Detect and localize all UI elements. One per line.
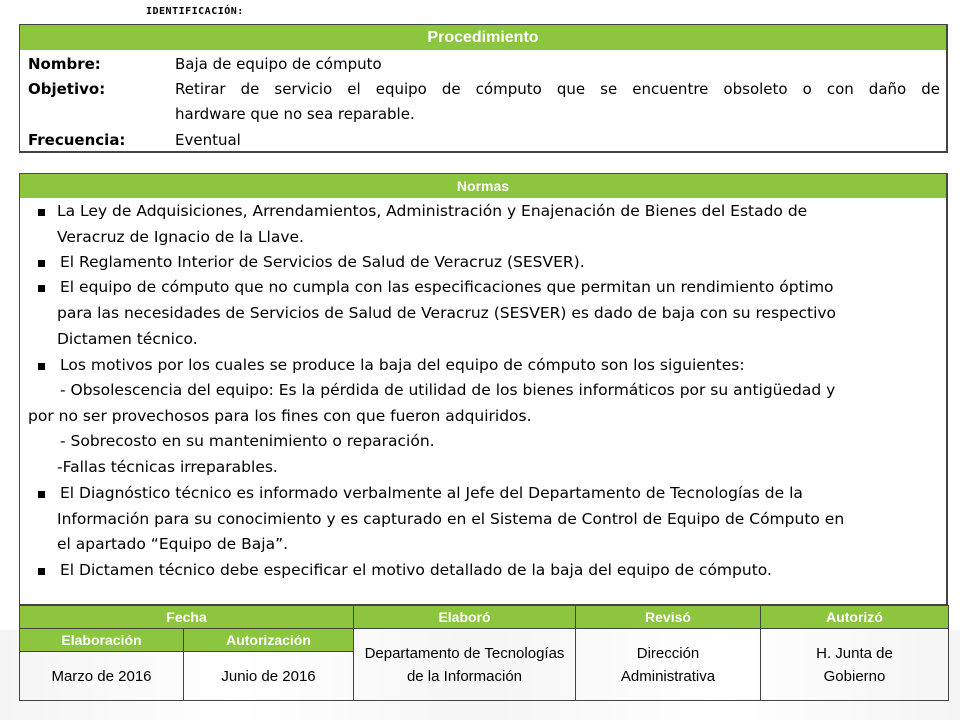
autorizacion-header: Autorización [184, 629, 354, 652]
bullet-icon [38, 209, 45, 216]
autorizo-value: H. Junta de Gobierno [761, 629, 949, 701]
nombre-label: Nombre: [28, 55, 101, 73]
norma-line: Información para su conocimiento y es capturado en el Sistema de Control de Equipo de Cómputo en [57, 510, 845, 528]
identificacion-label: IDENTIFICACIÓN: [146, 6, 244, 17]
bullet-icon [38, 285, 45, 292]
objetivo-value-line1: Retirar de servicio el equipo de cómputo que se encuentre obsoleto o con daño de [175, 80, 940, 98]
procedimiento-header: Procedimiento [20, 25, 946, 50]
norma-line: - Obsolescencia del equipo: Es la pérdida de utilidad de los bienes informáticos por su antigüedad y [60, 381, 836, 399]
nombre-value: Baja de equipo de cómputo [175, 55, 382, 73]
norma-line: Veracruz de Ignacio de la Llave. [57, 228, 304, 246]
norma-line: Los motivos por los cuales se produce la baja del equipo de cómputo son los siguientes: [60, 356, 745, 374]
objetivo-label: Objetivo: [28, 80, 106, 98]
bullet-icon [38, 491, 45, 498]
norma-line: por no ser provechosos para los fines con que fueron adquiridos. [28, 407, 532, 425]
fecha-autorizacion-value: Junio de 2016 [184, 652, 354, 701]
normas-header: Normas [20, 174, 946, 198]
frecuencia-label: Frecuencia: [28, 131, 126, 149]
bullet-icon [38, 363, 45, 370]
reviso-header: Revisó [576, 606, 761, 629]
elaboracion-header: Elaboración [20, 629, 184, 652]
bullet-icon [38, 568, 45, 575]
objetivo-value-line2: hardware que no sea reparable. [175, 105, 415, 123]
norma-line: El Diagnóstico técnico es informado verbalmente al Jefe del Departamento de Tecnologías de la [60, 484, 803, 502]
elaboro-header: Elaboró [354, 606, 576, 629]
norma-line: Dictamen técnico. [57, 330, 198, 348]
norma-line: para las necesidades de Servicios de Salud de Veracruz (SESVER) es dado de baja con su respectivo [57, 304, 837, 322]
frecuencia-value: Eventual [175, 131, 241, 149]
norma-line: El equipo de cómputo que no cumpla con las especificaciones que permitan un rendimiento óptimo [60, 278, 834, 296]
bullet-icon [38, 260, 45, 267]
elaboro-value: Departamento de Tecnologías de la Información [354, 629, 576, 701]
fecha-header: Fecha [20, 606, 354, 629]
reviso-value: Dirección Administrativa [576, 629, 761, 701]
norma-line: - Sobrecosto en su mantenimiento o reparación. [60, 432, 435, 450]
norma-line: -Fallas técnicas irreparables. [57, 458, 278, 476]
firmas-table [19, 605, 949, 701]
fecha-elaboracion-value: Marzo de 2016 [20, 652, 184, 701]
norma-line: El Reglamento Interior de Servicios de Salud de Veracruz (SESVER). [60, 253, 585, 271]
norma-line: La Ley de Adquisiciones, Arrendamientos, Administración y Enajenación de Bienes del Estado de [57, 202, 808, 220]
autorizo-header: Autorizó [761, 606, 949, 629]
norma-line: el apartado “Equipo de Baja”. [57, 535, 289, 553]
norma-line: El Dictamen técnico debe especificar el motivo detallado de la baja del equipo de cómputo. [60, 561, 772, 579]
normas-box [19, 173, 948, 605]
procedimiento-box [19, 24, 948, 153]
